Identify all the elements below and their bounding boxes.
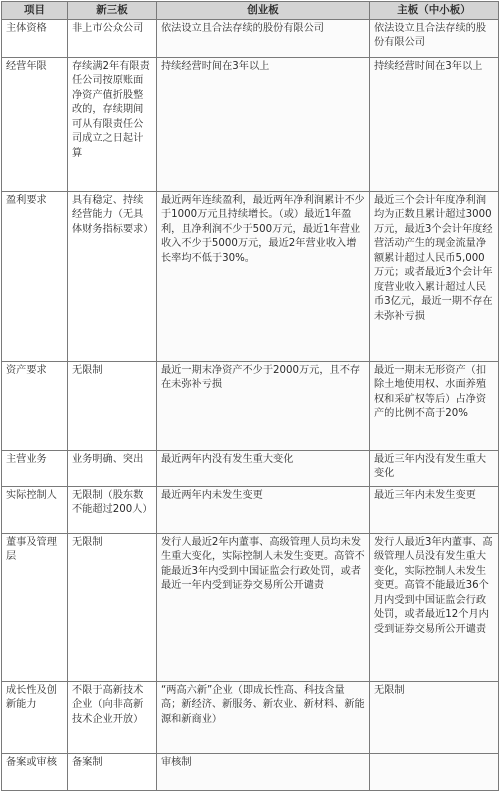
table-row bbox=[2, 450, 499, 486]
header-row bbox=[2, 2, 499, 20]
cell-neeq-assets: 无限制 bbox=[68, 361, 157, 450]
cell-main-operating-years: 持续经营时间在3年以上 bbox=[370, 57, 499, 191]
table-row bbox=[2, 486, 499, 533]
cell-main-profit: 最近三个会计年度净利润均为正数且累计超过3000万元，最近3个会计年度经营活动产生的现金流量净额累计超过人民币5,000万元；或者最近3个会计年度营业收入累计超过人民币3亿元，最近一期不存在未弥补亏损 bbox=[370, 191, 499, 361]
cell-neeq-profit: 具有稳定、持续经营能力（无具体财务指标要求） bbox=[68, 191, 157, 361]
table-row bbox=[2, 191, 499, 361]
cell-neeq-qualification: 非上市公众公司 bbox=[68, 19, 157, 57]
cell-main-qualification: 依法设立且合法存续的股份有限公司 bbox=[370, 19, 499, 57]
cell-gem-management: 发行人最近2年内董事、高级管理人员均未发生重大变化，实际控制人未发生变更。高管不能最近3年内受到中国证监会行政处罚，或者最近一年内受到证券交易所公开谴责 bbox=[157, 533, 370, 681]
cell-gem-controller: 最近两年内未发生变更 bbox=[157, 486, 370, 533]
listing-comparison-table bbox=[1, 1, 499, 791]
cell-neeq-operating-years: 存续满2年有限责任公司按原账面净资产值折股整改的，存续期间可从有限责任公司成立之日起计算 bbox=[68, 57, 157, 191]
cell-neeq-main-business: 业务明确、突出 bbox=[68, 450, 157, 486]
cell-main-main-business: 最近三年内没有发生重大变化 bbox=[370, 450, 499, 486]
row-label-operating-years: 经营年限 bbox=[2, 57, 68, 191]
header-neeq: 新三板 bbox=[68, 2, 157, 20]
cell-main-controller: 最近三年内未发生变更 bbox=[370, 486, 499, 533]
row-label-profit: 盈利要求 bbox=[2, 191, 68, 361]
row-label-assets: 资产要求 bbox=[2, 361, 68, 450]
table-row bbox=[2, 57, 499, 191]
header-gem: 创业板 bbox=[157, 2, 370, 20]
cell-gem-assets: 最近一期末净资产不少于2000万元，且不存在未弥补亏损 bbox=[157, 361, 370, 450]
cell-neeq-controller: 无限制（股东数不能超过200人） bbox=[68, 486, 157, 533]
header-item: 项目 bbox=[2, 2, 68, 20]
cell-gem-review: 审核制 bbox=[157, 753, 370, 790]
cell-gem-operating-years: 持续经营时间在3年以上 bbox=[157, 57, 370, 191]
cell-gem-profit: 最近两年连续盈利，最近两年净利润累计不少于1000万元且持续增长。（或）最近1年盈利，且净利润不少于500万元，最近1年营业收入不少于5000万元，最近2年营业收入增长率均不低于30%。 bbox=[157, 191, 370, 361]
row-label-qualification: 主体资格 bbox=[2, 19, 68, 57]
table-row bbox=[2, 753, 499, 790]
row-label-main-business: 主营业务 bbox=[2, 450, 68, 486]
row-label-management: 董事及管理层 bbox=[2, 533, 68, 681]
header-main-board: 主板（中小板） bbox=[370, 2, 499, 20]
cell-main-growth: 无限制 bbox=[370, 681, 499, 753]
row-label-growth: 成长性及创新能力 bbox=[2, 681, 68, 753]
cell-main-review bbox=[370, 753, 499, 790]
table-row bbox=[2, 19, 499, 57]
table-row bbox=[2, 361, 499, 450]
table-row bbox=[2, 681, 499, 753]
row-label-review: 备案或审核 bbox=[2, 753, 68, 790]
table-row bbox=[2, 533, 499, 681]
cell-main-management: 发行人最近3年内董事、高级管理人员没有发生重大变化，实际控制人未发生变更。高管不能最近36个月内受到中国证监会行政处罚，或者最近12个月内受到证券交易所公开谴责 bbox=[370, 533, 499, 681]
cell-gem-growth: “两高六新”企业（即成长性高、科技含量高；新经济、新服务、新农业、新材料、新能源和新商业） bbox=[157, 681, 370, 753]
cell-neeq-management: 无限制 bbox=[68, 533, 157, 681]
cell-neeq-review: 备案制 bbox=[68, 753, 157, 790]
cell-main-assets: 最近一期末无形资产（扣除土地使用权、水面养殖权和采矿权等后）占净资产的比例不高于20% bbox=[370, 361, 499, 450]
cell-gem-qualification: 依法设立且合法存续的股份有限公司 bbox=[157, 19, 370, 57]
cell-neeq-growth: 不限于高新技术企业（向非高新技术企业开放） bbox=[68, 681, 157, 753]
cell-gem-main-business: 最近两年内没有发生重大变化 bbox=[157, 450, 370, 486]
row-label-controller: 实际控制人 bbox=[2, 486, 68, 533]
